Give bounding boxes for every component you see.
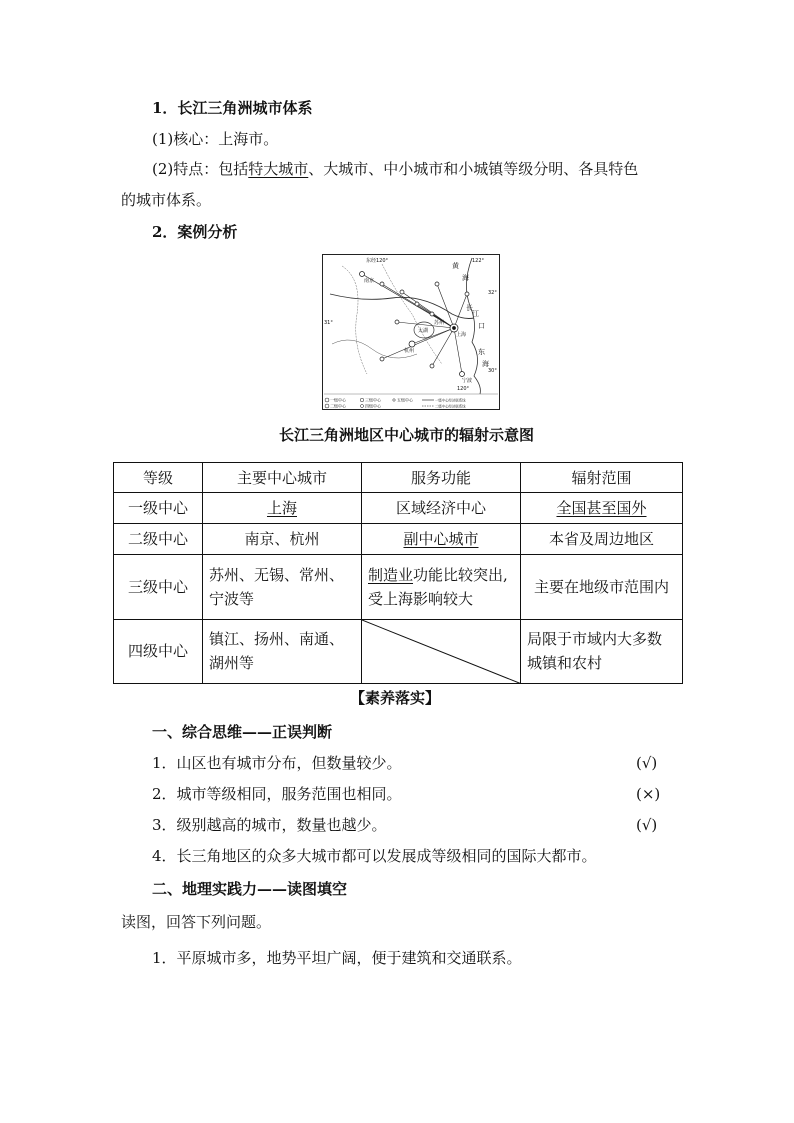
table-cell: 一级中心 [114, 493, 203, 524]
question-3: 3．级别越高的城市，数量也越少。 [152, 816, 387, 834]
map-label: 南京 [364, 278, 375, 284]
section-1-feature-continued: 的城市体系。 [121, 191, 212, 209]
legend-item: 一级中心经济联系线 [435, 398, 466, 403]
table-cell: 苏州、无锡、常州、 宁波等 [203, 555, 362, 619]
section-1-core: (1)核心：上海市。 [152, 130, 279, 148]
table-cell: 副中心城市 [362, 524, 521, 555]
legend-item: 五级中心 [397, 397, 413, 403]
map-label: 长 [466, 304, 473, 312]
reading-instruction: 读图，回答下列问题。 [121, 913, 272, 931]
map-label: 海 [462, 274, 469, 282]
legend-item: 二级中心 [330, 403, 346, 409]
header-cell: 主要中心城市 [203, 463, 362, 493]
empty-diagonal-cell [362, 619, 521, 683]
question-2: 2．城市等级相同，服务范围也相同。 [152, 785, 402, 803]
map-label: 32° [488, 290, 497, 296]
map-label: 30° [488, 368, 497, 374]
map-label: 苏州 [434, 320, 445, 326]
map-label: 杭州 [404, 348, 415, 354]
answer-mark-3: (√) [636, 816, 658, 834]
answer-1: 1．平原城市多，地势平坦广阔，便于建筑和交通联系。 [152, 949, 522, 967]
table-row [114, 619, 683, 683]
map-label: 太湖 [418, 328, 429, 334]
table-row [114, 524, 683, 555]
feature-suffix: 、大城市、中小城市和小城镇等级分明、各具特色 [308, 160, 639, 178]
section-1-feature [152, 159, 638, 179]
table-cell: 制造业功能比较突出, 受上海影响较大 [362, 555, 521, 619]
map-label: 东经120° [366, 258, 389, 264]
legend-item: 三级中心 [365, 397, 381, 403]
table-header-row [114, 463, 683, 493]
map-label: 31° [324, 320, 333, 326]
map-label: 东 [478, 348, 485, 356]
table-cell: 全国甚至国外 [521, 493, 683, 524]
header-cell: 辐射范围 [521, 463, 683, 493]
part-2-heading: 二、地理实践力——读图填空 [152, 880, 348, 898]
map-label: 江 [472, 310, 479, 318]
map-frame [323, 255, 500, 410]
section-2-title: 2．案例分析 [152, 223, 238, 241]
table-cell: 三级中心 [114, 555, 203, 619]
table-cell: 南京、杭州 [203, 524, 362, 555]
legend-item: 二级中心经济联系线 [435, 404, 466, 409]
table-cell: 二级中心 [114, 524, 203, 555]
map-label: 120° [457, 386, 470, 392]
diagonal-line [362, 620, 520, 683]
table-row [114, 555, 683, 619]
answer-mark-1: (√) [636, 754, 658, 772]
map-label: 上海 [456, 332, 467, 338]
map-label: 宁波 [462, 378, 473, 384]
map-label: 口 [478, 322, 485, 330]
question-1: 1．山区也有城市分布，但数量较少。 [152, 754, 402, 772]
table-row [114, 493, 683, 524]
table-cell: 本省及周边地区 [521, 524, 683, 555]
table-cell: 上海 [203, 493, 362, 524]
map-caption: 长江三角洲地区中心城市的辐射示意图 [279, 426, 535, 444]
legend-item: 四级中心 [365, 403, 381, 409]
table-cell: 局限于市域内大多数 城镇和农村 [521, 619, 683, 683]
table-cell: 镇江、扬州、南通、 湖州等 [203, 619, 362, 683]
part-1-heading: 一、综合思维——正误判断 [152, 723, 333, 741]
question-4: 4．长三角地区的众多大城市都可以发展成等级相同的国际大都市。 [152, 847, 597, 865]
table-cell: 主要在地级市范围内 [521, 555, 683, 619]
practice-heading: 【素养落实】 [350, 689, 441, 707]
map-label: 122° [472, 258, 485, 264]
feature-prefix: (2)特点：包括 [152, 160, 249, 178]
yangtze-delta-radiation-map [322, 254, 500, 410]
map-label: 海 [482, 360, 489, 368]
answer-mark-2: (×) [636, 785, 661, 803]
header-cell: 服务功能 [362, 463, 521, 493]
section-1-title: 1．长江三角洲城市体系 [152, 99, 313, 117]
legend-item: 一级中心 [330, 397, 346, 403]
city-grade-table [113, 462, 683, 684]
header-cell: 等级 [114, 463, 203, 493]
feature-underlined: 特大城市 [248, 160, 309, 178]
map-label: 黄 [452, 262, 459, 270]
table-cell: 四级中心 [114, 619, 203, 683]
table-cell: 区域经济中心 [362, 493, 521, 524]
